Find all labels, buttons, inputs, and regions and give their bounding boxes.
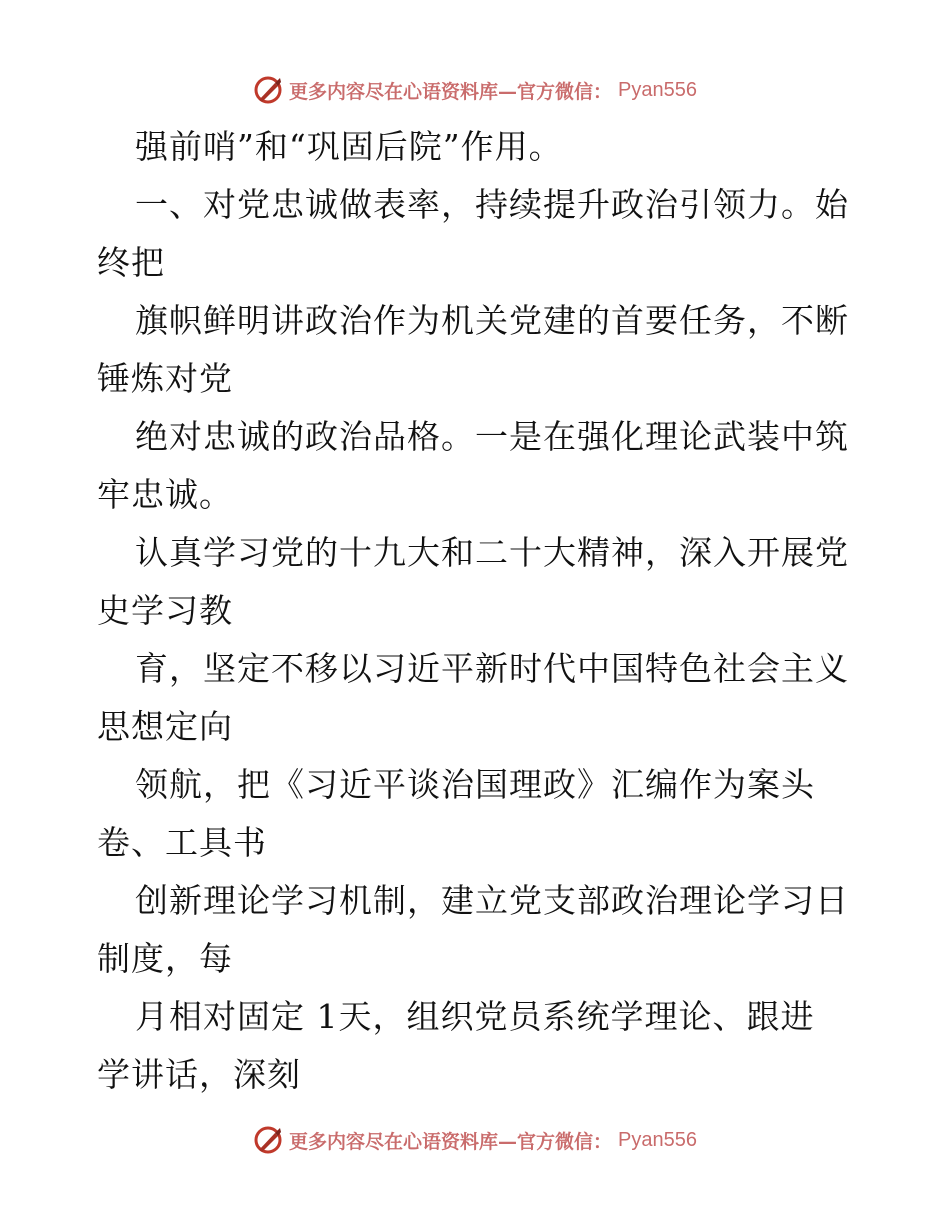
footer-banner-text: 更多内容尽在心语资料库—官方微信：: [289, 1130, 613, 1153]
header-banner: [0, 70, 950, 110]
paragraph-line: 领航，把《习近平谈治国理政》汇编作为案头: [135, 765, 815, 804]
paragraph-line: 育，坚定不移以习近平新时代中国特色社会主义: [135, 649, 849, 688]
paragraph-line: 旗帜鲜明讲政治作为机关党建的首要任务，不断: [135, 301, 849, 340]
paragraph-line: 卷、工具书: [97, 823, 267, 862]
quill-pen-logo-icon: [253, 75, 283, 105]
paragraph-line: 终把: [97, 243, 165, 282]
paragraph-line: 认真学习党的十九大和二十大精神，深入开展党: [135, 533, 849, 572]
paragraph-line: 绝对忠诚的政治品格。一是在强化理论武装中筑: [135, 417, 849, 456]
footer-banner-wechat-id: Pyan556: [618, 1128, 697, 1151]
paragraph-line: 一、对党忠诚做表率，持续提升政治引领力。始: [135, 185, 849, 224]
header-banner-content: [253, 75, 697, 105]
footer-banner-content: [253, 1125, 697, 1155]
footer-banner: [0, 1120, 950, 1160]
header-banner-text: 更多内容尽在心语资料库—官方微信：: [289, 80, 613, 103]
quill-pen-logo-icon: [253, 1125, 283, 1155]
document-body: [97, 118, 857, 1104]
paragraph-line: 创新理论学习机制，建立党支部政治理论学习日: [135, 881, 849, 920]
paragraph-line: 思想定向: [97, 707, 233, 746]
paragraph-line: 牢忠诚。: [97, 475, 233, 514]
paragraph-line: 月相对固定 1天，组织党员系统学理论、跟进: [135, 997, 815, 1036]
paragraph-line: 强前哨”和“巩固后院”作用。: [135, 127, 563, 166]
paragraph-line: 学讲话，深刻: [97, 1055, 301, 1094]
paragraph-line: 锤炼对党: [97, 359, 233, 398]
header-banner-wechat-id: Pyan556: [618, 78, 697, 101]
paragraph-line: 制度，每: [97, 939, 233, 978]
paragraph-line: 史学习教: [97, 591, 233, 630]
